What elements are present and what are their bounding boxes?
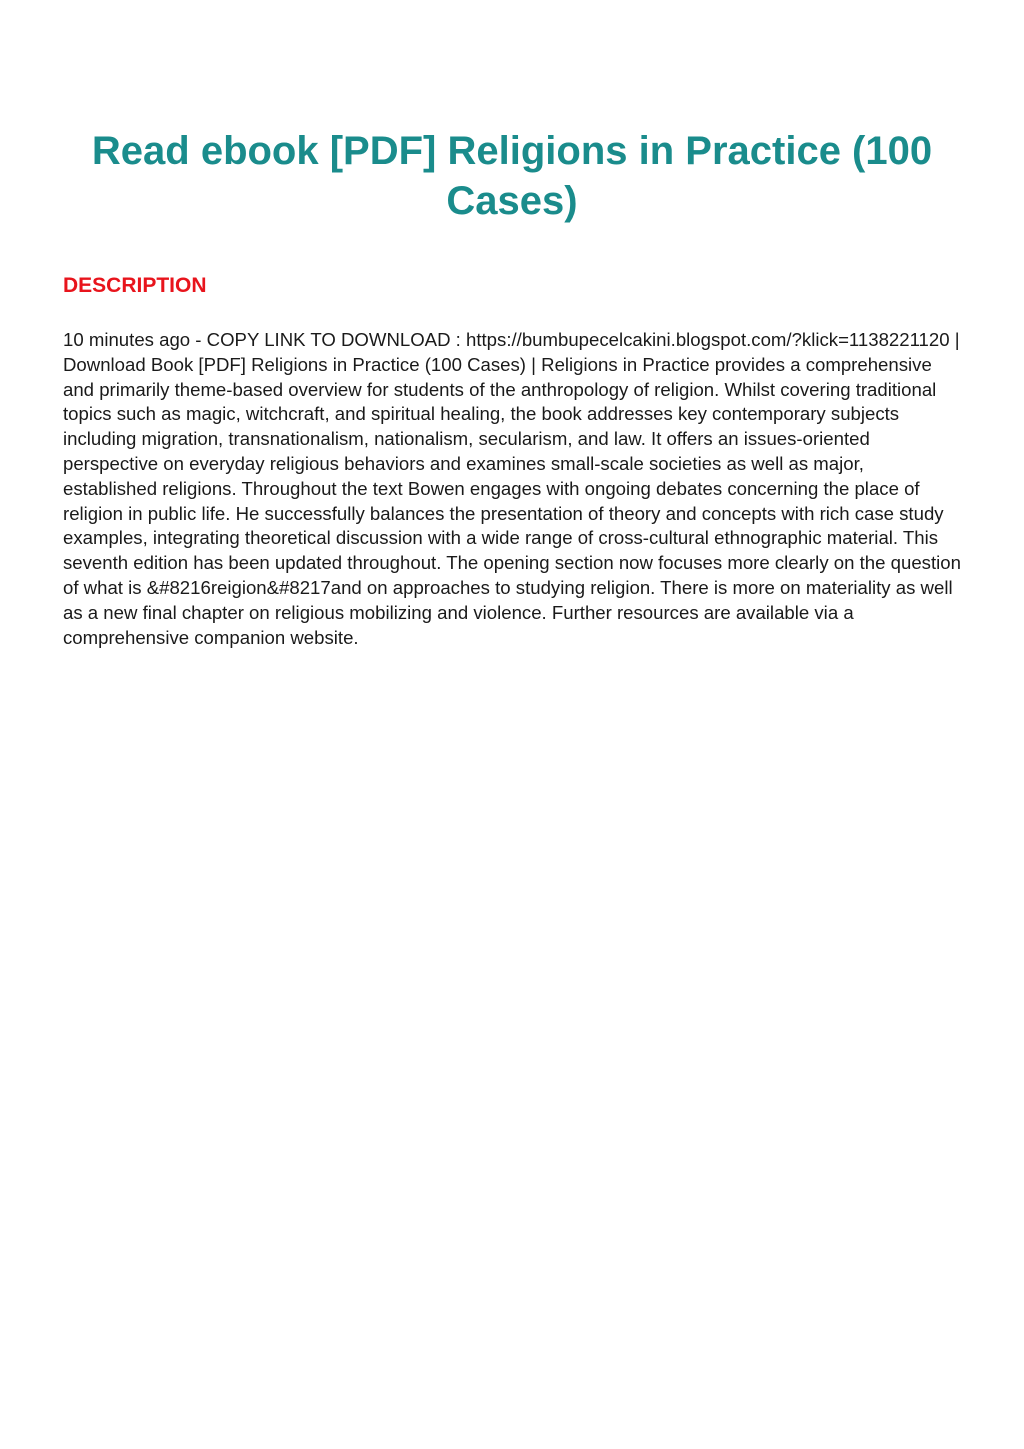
page-title: Read ebook [PDF] Religions in Practice (100 Cases)	[91, 129, 933, 223]
description-heading: DESCRIPTION	[63, 274, 207, 297]
description-text: 10 minutes ago - COPY LINK TO DOWNLOAD : https://bumbupecelcakini.blogspot.com/?klick=1138221120 | Download Book [PDF] Religions in Practice (100 Cases) | Religions in Practice provides a comprehensive and primarily theme-based overview for students of the anthropology of religion. Whilst covering traditional topics such as magic, witchcraft, and spiritual healing, the book addresses key contemporary subjects including migration, transnationalism, nationalism, secularism, and law. It offers an issues-oriented perspective on everyday religious behaviors and examines small-scale societies as well as major, established religions. Throughout the text Bowen engages with ongoing debates concerning the place of religion in public life. He successfully balances the presentation of theory and concepts with rich case study examples, integrating theoretical discussion with a wide range of cross-cultural ethnographic material. This seventh edition has been updated throughout. The opening section now focuses more clearly on the question of what is &#8216reigion&#8217and on approaches to studying religion. There is more on materiality as well as a new final chapter on religious mobilizing and violence. Further resources are available via a comprehensive companion website.	[63, 329, 961, 648]
